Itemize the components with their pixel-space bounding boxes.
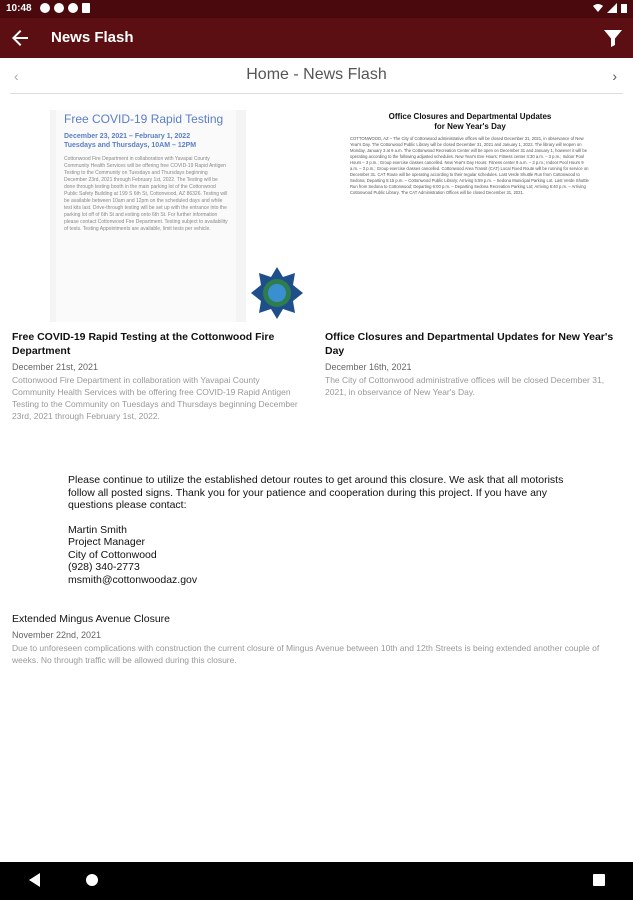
next-chevron-icon[interactable]: ›: [612, 68, 617, 84]
divider: [10, 93, 623, 94]
news-summary: The City of Cottonwood administrative offices will be closed December 31, 2021, in observance of New Year's Day.: [325, 375, 605, 397]
news-headline[interactable]: Extended Mingus Avenue Closure: [12, 613, 170, 625]
flyer-page: [56, 110, 236, 322]
flyer-dates: December 23, 2021 – February 1, 2022: [64, 133, 191, 140]
recents-square-icon[interactable]: [592, 872, 606, 888]
flyer-body: Cottonwood Fire Department in collaboration with Yavapai County Community Health Services will be offering free COVID-19 Rapid Antigen Testing to the Community on Tuesdays and Thursdays beginning December 23rd, 2021 through February 1st, 2022. The Testing will be done through testing booth in the main parking lot of the Cottonwood Public Safety Building at 199 S 6th St, Cottonwood, AZ 86326. Testing will be available between 10am and 12pm on the scheduled days and while test kits last. Drive-through testing will be set up with the entrance into the parking lot off of 6th St and exiting onto 6th St. For further information please contact Cottonwood Fire Department. Testing subject to availability of tests. Testing Appointments are available, limit tests per vehicle.: [64, 156, 228, 232]
office-closures-thumbnail[interactable]: [350, 112, 590, 324]
filter-icon[interactable]: [601, 26, 625, 50]
status-notification-icons: [40, 3, 90, 13]
wifi-icon: [593, 3, 603, 13]
news-item[interactable]: [12, 612, 622, 666]
contact-phone: (928) 340-2773: [68, 561, 140, 573]
back-arrow-icon[interactable]: [8, 26, 32, 50]
news-item[interactable]: [12, 330, 304, 422]
document-title-line1: Office Closures and Departmental Updates: [388, 112, 552, 121]
news-date: November 22nd, 2021: [12, 630, 102, 640]
document-title-line2: for New Year's Day: [434, 122, 506, 131]
contact-block: [68, 524, 588, 587]
detour-text: Please continue to utilize the established detour routes to get around this closure. We ask that all motorists follow all posted signs. Thank you for your patience and cooperation during this project. If you have any questions please contact:: [68, 474, 564, 511]
news-date: December 16th, 2021: [325, 362, 412, 372]
status-bar: [0, 0, 633, 18]
app-bar-title: News Flash: [51, 29, 134, 46]
news-item[interactable]: [325, 330, 621, 398]
page-navigation: [0, 58, 633, 94]
notification-icon: [40, 3, 50, 13]
flyer-times: Tuesdays and Thursdays, 10AM – 12PM: [64, 142, 197, 149]
previous-chevron-icon[interactable]: ‹: [14, 68, 19, 84]
sd-card-icon: [82, 3, 90, 13]
contact-org: City of Cottonwood: [68, 548, 157, 561]
news-date: December 21st, 2021: [12, 362, 99, 372]
contact-role: Project Manager: [68, 536, 146, 548]
detour-notice: [68, 474, 588, 586]
battery-icon: [621, 3, 627, 13]
contact-email: msmith@cottonwoodaz.gov: [68, 573, 198, 586]
contact-name: Martin Smith: [68, 523, 127, 536]
fire-department-seal-icon: [250, 266, 304, 320]
news-headline[interactable]: Office Closures and Departmental Updates for New Year's Day: [325, 331, 614, 357]
system-navigation-bar: [0, 862, 633, 900]
status-system-icons: [593, 3, 627, 13]
news-headline[interactable]: Free COVID-19 Rapid Testing at the Cottonwood Fire Department: [12, 331, 275, 357]
flyer-title: Free COVID-19 Rapid Testing: [64, 112, 224, 126]
notification-icon: [68, 3, 78, 13]
notification-icon: [54, 3, 64, 13]
news-summary: Due to unforeseen complications with construction the current closure of Mingus Avenue between 10th and 12th Streets is being extended another couple of weeks. No through traffic will be allowed during this closure.: [12, 643, 600, 665]
document-body: COTTONWOOD, AZ – The City of Cottonwood administrative offices will be closed December 31, 2021, in observance of New Year's Day. The Cottonwood Public Library will be closed December 31, 2021 and January 1, 2022. The library will reopen on Monday, January 3 at 9 a.m. The Cottonwood Recreation Center will be open on December 31 and January 1, however it will be operating according to the following adjusted schedules. New Year's Eve Hours: Fitness center 4:30 a.m. – 3 p.m.; Indoor Pool Hours – 3 p.m.; Group exercise classes cancelled. New Year's Day Hours: Fitness center 9 a.m. – 3 p.m.; Indoor Pool Hours 9 a.m. – 3 p.m.; Group exercise classes cancelled. Cottonwood Area Transit (CAT) Local Fixed Route will be running for service on December 31. CAT Route will be operating according to their regular schedules. Last Verde Shuttle Run from Cottonwood to Sedona; Departing 5:15 p.m. – Cottonwood Public Library; Arriving 5:59 p.m. – Sedona Municipal Parking Lot. Last Verde Shuttle Run from Sedona to Cottonwood; Departing 6:00 p.m. – Departing Sedona Recreation Parking Lot; Arriving 6:40 p.m. – Arriving Cottonwood Public Library. The CAT Administration Offices will be closed December 31, 2021.: [350, 136, 589, 195]
back-triangle-icon[interactable]: [28, 872, 42, 888]
app-bar: [0, 18, 633, 58]
covid-testing-thumbnail[interactable]: [50, 110, 246, 322]
signal-icon: [607, 3, 617, 13]
home-circle-icon[interactable]: [84, 872, 100, 888]
news-summary: Cottonwood Fire Department in collaboration with Yavapai County Community Health Services with be offering free COVID-19 Rapid Antigen Testing to the Community on Tuesdays and Thursdays beginning December 23rd, 2021 through February 1st, 2022.: [12, 375, 298, 421]
page-title: Home - News Flash: [246, 66, 387, 83]
status-time: 10:48: [6, 3, 32, 14]
